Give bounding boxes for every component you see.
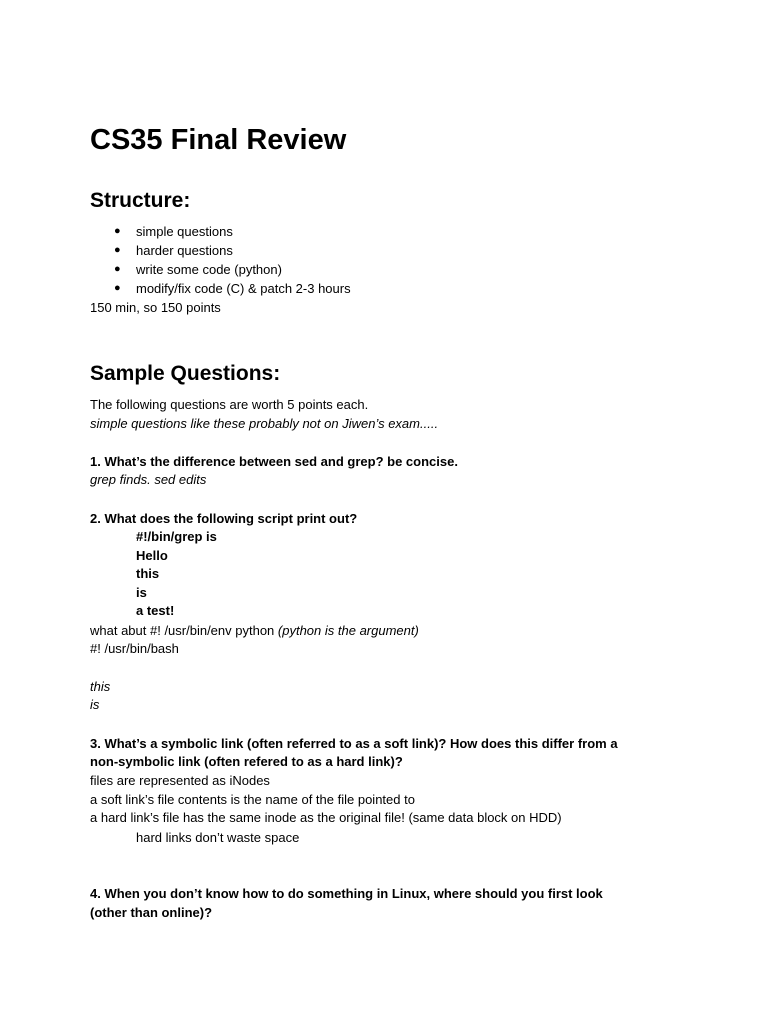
structure-note: 150 min, so 150 points: [90, 300, 221, 315]
answer-3-line: a soft link’s file contents is the name of the file pointed to: [90, 792, 415, 807]
structure-heading: Structure:: [90, 189, 191, 212]
answer-3-line: a hard link’s file has the same inode as the original file! (same data block on HDD): [90, 810, 562, 825]
question-3-line-1: 3. What’s a symbolic link (often referred to as a soft link)? How does this differ from a: [90, 736, 618, 751]
answer-2-output: is: [90, 697, 100, 712]
sample-intro: The following questions are worth 5 points each.: [90, 397, 369, 412]
question-1: 1. What’s the difference between sed and grep? be concise.: [90, 454, 458, 469]
answer-2-output: this: [90, 679, 111, 694]
bullet-icon: ●: [114, 282, 121, 294]
list-item: ● harder questions: [114, 243, 233, 258]
question-2: 2. What does the following script print out?: [90, 511, 358, 526]
script-line: #!/bin/grep is: [136, 529, 217, 544]
bullet-icon: ●: [114, 225, 121, 237]
sample-intro-note: simple questions like these probably not on Jiwen’s exam.....: [90, 416, 439, 431]
question-4-line-1: 4. When you don’t know how to do something in Linux, where should you first look: [90, 886, 603, 901]
question-3-line-2: non-symbolic link (often refered to as a hard link)?: [90, 754, 403, 769]
question-4-line-2: (other than online)?: [90, 905, 213, 920]
answer-2-note: what abut #! /usr/bin/env python (python is the argument): [90, 623, 419, 638]
structure-list: [114, 222, 351, 298]
list-item: ● modify/fix code (C) & patch 2-3 hours: [114, 281, 351, 296]
answer-2-note2: #! /usr/bin/bash: [90, 641, 179, 656]
answer-3-indented: hard links don’t waste space: [136, 830, 300, 845]
bullet-icon: ●: [114, 244, 121, 256]
script-line: Hello: [136, 548, 168, 563]
script-line: a test!: [136, 603, 175, 618]
sample-questions-heading: Sample Questions:: [90, 362, 281, 385]
list-item: ● simple questions: [114, 224, 233, 239]
bullet-icon: ●: [114, 263, 121, 275]
script-line: is: [136, 585, 147, 600]
list-item: ● write some code (python): [114, 262, 282, 277]
page-title: CS35 Final Review: [90, 124, 347, 156]
answer-1: grep finds. sed edits: [90, 472, 207, 487]
answer-3-line: files are represented as iNodes: [90, 773, 270, 788]
script-line: this: [136, 566, 160, 581]
